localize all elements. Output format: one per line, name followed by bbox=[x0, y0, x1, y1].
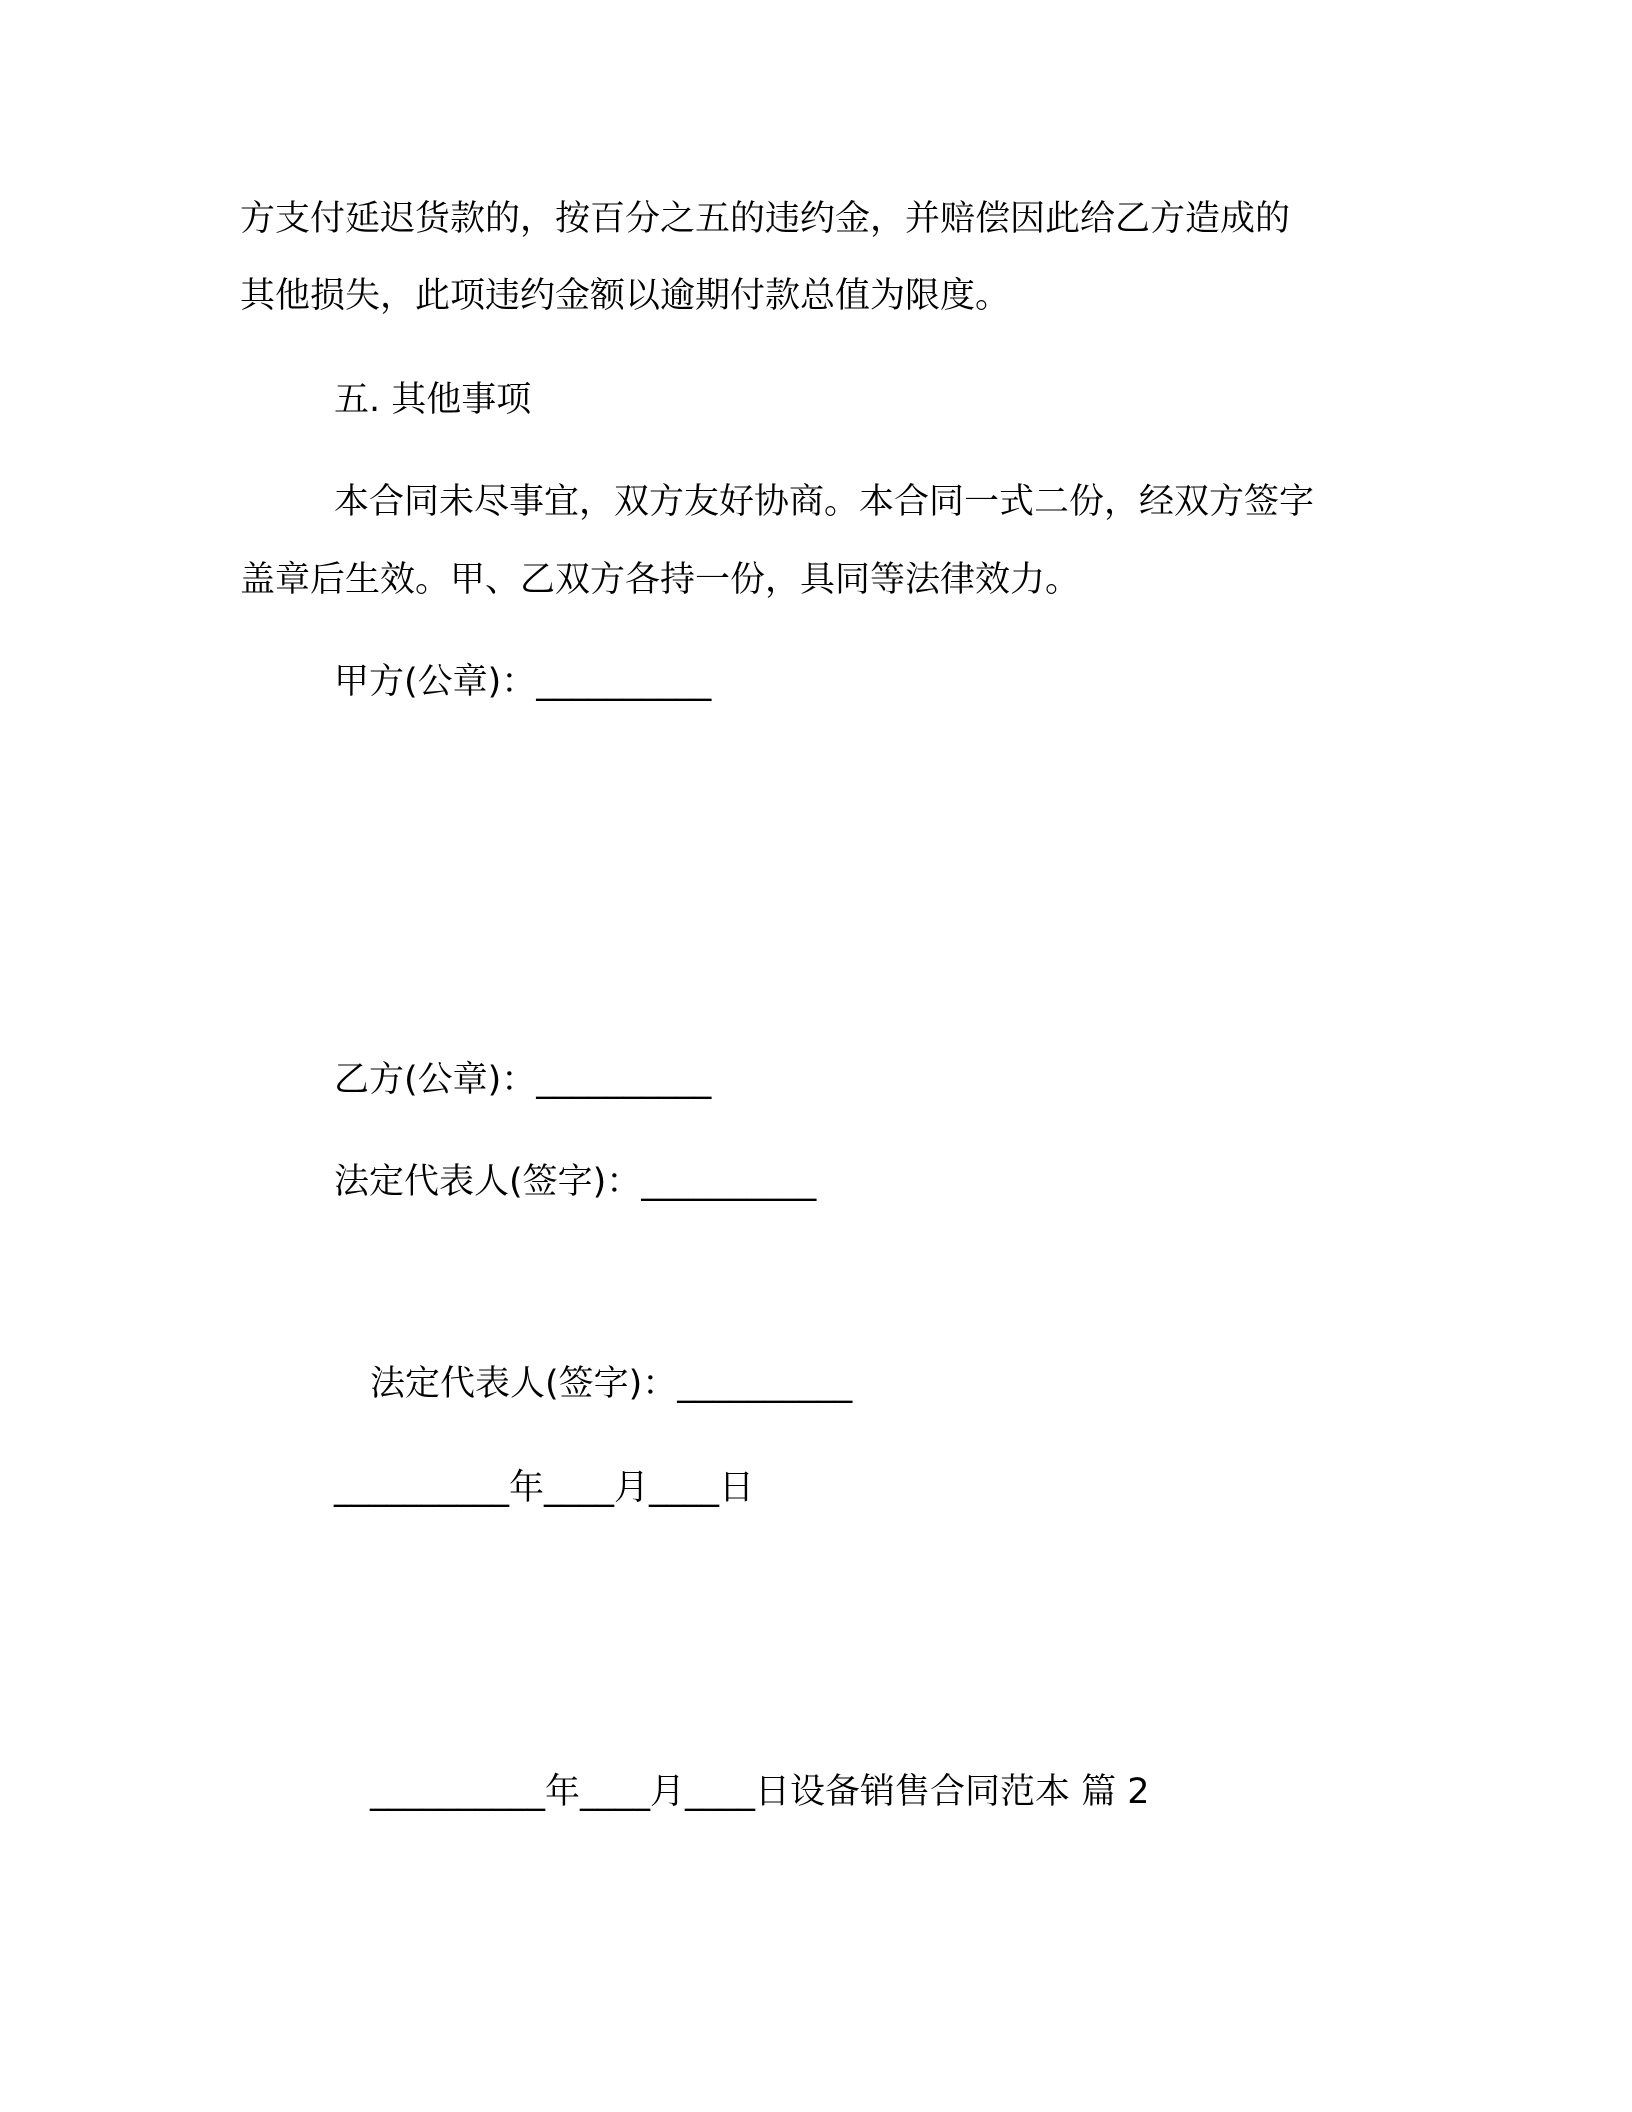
party-b-seal-field: 乙方(公章)：__________ bbox=[334, 1060, 712, 1100]
paragraph-1-line-1: 方支付延迟货款的，按百分之五的违约金，并赔偿因此给乙方造成的 bbox=[240, 199, 1291, 239]
party-a-seal-field: 甲方(公章)：__________ bbox=[334, 662, 712, 702]
date-field: __________年____月____日 bbox=[334, 1468, 755, 1508]
paragraph-2-line-1: 本合同未尽事宜，双方友好协商。本合同一式二份，经双方签字 bbox=[334, 482, 1315, 522]
paragraph-2-line-2: 盖章后生效。甲、乙双方各持一份，具同等法律效力。 bbox=[240, 560, 1081, 600]
section-5-heading: 五. 其他事项 bbox=[334, 380, 532, 420]
legal-rep-signature-field-2: 法定代表人(签字)：__________ bbox=[370, 1364, 853, 1404]
legal-rep-signature-field-1: 法定代表人(签字)：__________ bbox=[334, 1162, 817, 1202]
paragraph-1-line-2: 其他损失，此项违约金额以逾期付款总值为限度。 bbox=[240, 276, 1011, 316]
next-section-title: __________年____月____日设备销售合同范本 篇 2 bbox=[370, 1772, 1150, 1812]
